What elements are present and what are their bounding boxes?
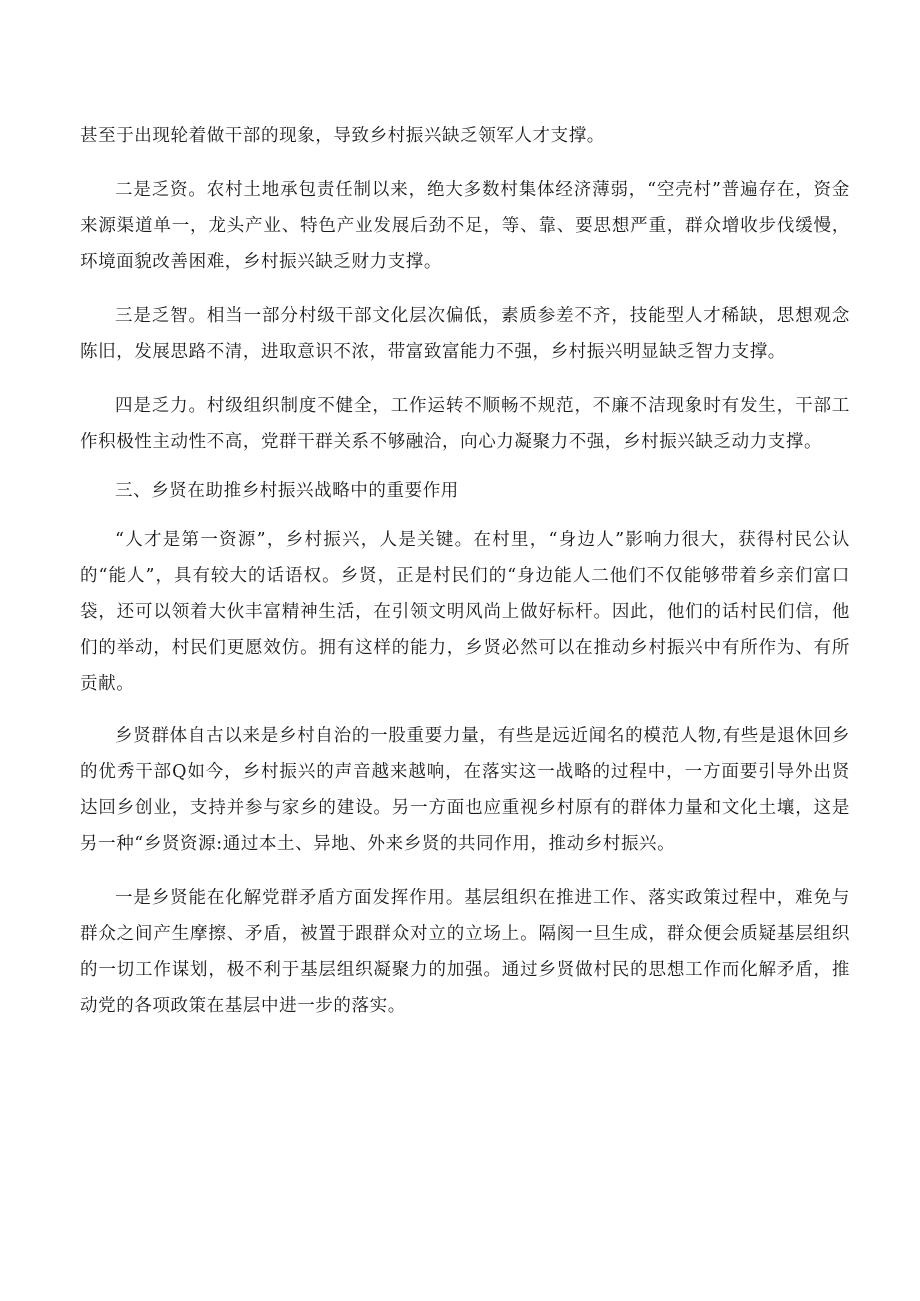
paragraph-lack-of-wisdom: 三是乏智。相当一部分村级干部文化层次偏低，素质参差不齐，技能型人才稀缺，思想观念陈旧，发展思路不清，进取意识不浓，带富致富能力不强，乡村振兴明显缺乏智力支撑。 [80,306,850,362]
paragraph-lack-of-strength: 四是乏力。村级组织制度不健全，工作运转不顺畅不规范，不廉不洁现象时有发生，干部工作积极性主动性不高，党群干群关系不够融洽，向心力凝聚力不强，乡村振兴缺乏动力支撑。 [80,396,850,452]
paragraph-resolve-conflicts: 一是乡贤能在化解党群矛盾方面发挥作用。基层组织在推进工作、落实政策过程中，难免与群众之间产生摩擦、矛盾，被置于跟群众对立的立场上。隔阂一旦生成，群众便会质疑基层组织的一切工作谋划，极不利于基层组织凝聚力的加强。通过乡贤做村民的思想工作而化解矛盾，推动党的各项政策在基层中进一步的落实。 [80,888,850,1016]
paragraph-lack-of-funds: 二是乏资。农村土地承包责任制以来，绝大多数村集体经济薄弱，“空壳村”普遍存在，资金来源渠道单一，龙头产业、特色产业发展后劲不足，等、靠、要思想严重，群众增收步伐缓慢，环境面貌改善困难，乡村振兴缺乏财力支撑。 [80,180,850,272]
section-heading: 三、乡贤在助推乡村振兴战略中的重要作用 [115,481,459,501]
paragraph-continuation: 甚至于出现轮着做干部的现象，导致乡村振兴缺乏领军人才支撑。 [80,126,605,146]
paragraph-sages-group: 乡贤群体自古以来是乡村自治的一股重要力量，有些是远近闻名的模范人物,有些是退休回乡的优秀干部Q如今，乡村振兴的声音越来越响，在落实这一战略的过程中，一方面要引导外出贤达回乡创业，支持并参与家乡的建设。另一方面也应重视乡村原有的群体力量和文化土壤，这是另一种“乡贤资源:通过本土、异地、外来乡贤的共同作用，推动乡村振兴。 [80,726,850,854]
document-page [80,118,850,1024]
paragraph-talent: “人才是第一资源”，乡村振兴，人是关键。在村里，“身边人”影响力很大，获得村民公认的“能人”，具有较大的话语权。乡贤，正是村民们的“身边能人二他们不仅能够带着乡亲们富口袋，还可以领着大伙丰富精神生活，在引领文明风尚上做好标杆。因此，他们的话村民们信，他们的举动，村民们更愿效仿。拥有这样的能力，乡贤必然可以在推动乡村振兴中有所作为、有所贡献。 [80,530,850,694]
